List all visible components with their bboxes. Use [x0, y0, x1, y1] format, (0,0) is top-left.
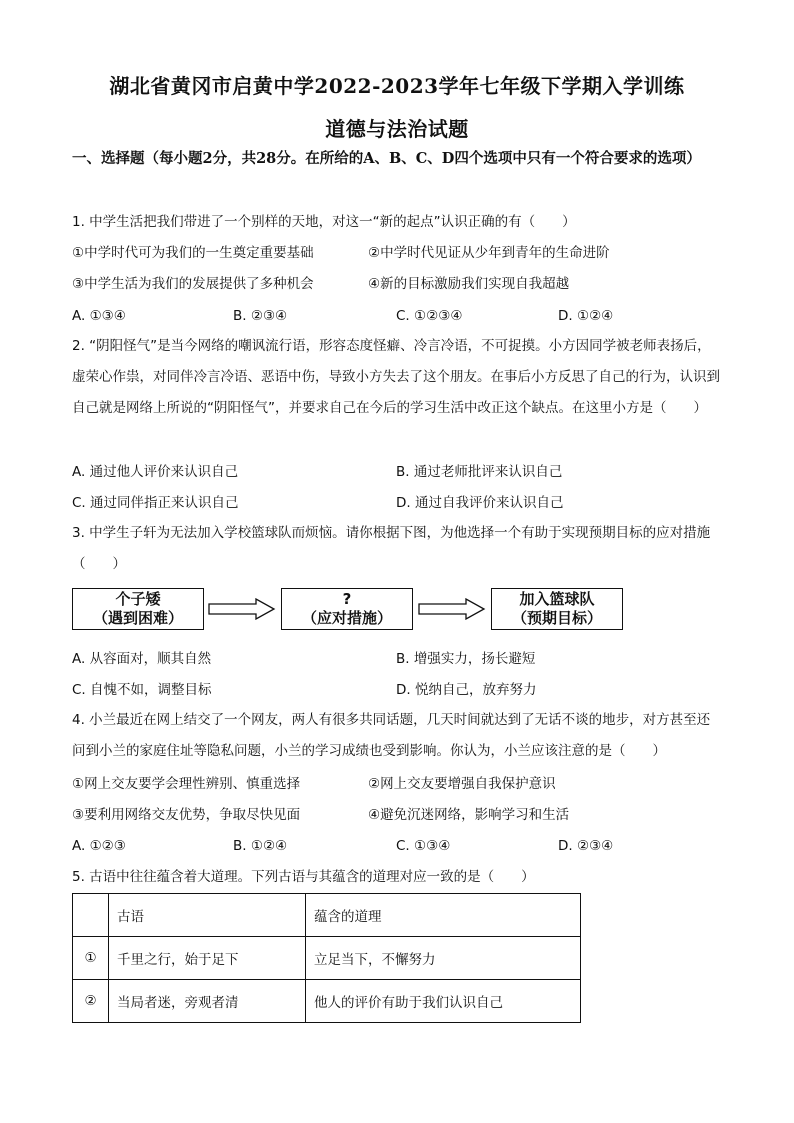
arrow-right-icon: [208, 598, 276, 620]
q3-diagram-box-difficulty: [72, 588, 204, 630]
q4-statement-3: ③要利用网络交友优势，争取尽快见面: [72, 807, 301, 823]
q4-option-c: C. ①③④: [396, 838, 451, 854]
q2-option-d: D. 通过自我评价来认识自己: [396, 495, 564, 511]
q3-option-d: D. 悦纳自己，放弃努力: [396, 682, 537, 698]
q1-option-c: C. ①②③④: [396, 308, 463, 324]
q3-box1-top: 个子矮: [115, 590, 161, 608]
q2-stem: 2. “阴阳怪气”是当今网络的嘲讽流行语，形容态度怪癖、冷言冷语，不可捉摸。小方因同学被老师表扬后，虚荣心作祟，对同伴冷言冷语、恶语中伤，导致小方失去了这个朋友。在事后小方反思了自己的行为，认识到自己就是网络上所说的“阴阳怪气”，并要求自己在今后的学习生活中改正这个缺点。在这里小方是（ ）: [72, 338, 720, 416]
q1-option-b: B. ②③④: [233, 308, 288, 324]
q4-option-d: D. ②③④: [558, 838, 614, 854]
q3-box2-top: ?: [342, 590, 352, 608]
table-cell: 他人的评价有助于我们认识自己: [306, 980, 581, 1023]
q1-statement-3: ③中学生活为我们的发展提供了多种机会: [72, 276, 314, 292]
q1-statement-1: ①中学时代可为我们的一生奠定重要基础: [72, 245, 314, 261]
q1-option-a: A. ①③④: [72, 308, 126, 324]
q1-statement-2: ②中学时代见证从少年到青年的生命进阶: [368, 245, 610, 261]
q1-option-d: D. ①②④: [558, 308, 614, 324]
q4-stem: 4. 小兰最近在网上结交了一个网友，两人有很多共同话题，几天时间就达到了无话不谈的地步，对方甚至还问到小兰的家庭住址等隐私问题，小兰的学习成绩也受到影响。你认为，小兰应该注意的是（ ）: [72, 712, 711, 759]
q4-option-a: A. ①②③: [72, 838, 126, 854]
q3-option-c: C. 自愧不如，调整目标: [72, 682, 212, 698]
table-cell: 当局者迷，旁观者清: [109, 980, 306, 1023]
table-header-row: [73, 894, 581, 937]
q3-diagram-box-measure: [281, 588, 413, 630]
q3-box3-top: 加入篮球队: [519, 590, 595, 608]
q4-option-b: B. ①②④: [233, 838, 288, 854]
exam-subject-title: 道德与法治试题: [325, 117, 469, 141]
q4-statement-1: ①网上交友要学会理性辨别、慎重选择: [72, 776, 301, 792]
q2-option-a: A. 通过他人评价来认识自己: [72, 464, 239, 480]
table-header-cell: 古语: [109, 894, 306, 937]
q3-box1-bottom: （遇到困难）: [92, 609, 183, 627]
q4-statement-2: ②网上交友要增强自我保护意识: [368, 776, 556, 792]
table-header-cell: 蕴含的道理: [306, 894, 581, 937]
table-cell: 千里之行，始于足下: [109, 937, 306, 980]
table-header-cell: [73, 894, 109, 937]
q3-diagram-box-goal: [491, 588, 623, 630]
table-row: [73, 980, 581, 1023]
q3-box2-bottom: （应对措施）: [301, 609, 392, 627]
q3-option-b: B. 增强实力，扬长避短: [396, 651, 536, 667]
q5-table: [72, 893, 581, 1023]
section-heading: 一、选择题（每小题2分，共28分。在所给的A、B、C、D四个选项中只有一个符合要求的选项）: [72, 150, 701, 167]
q5-stem: 5. 古语中往往蕴含着大道理。下列古语与其蕴含的道理对应一致的是（ ）: [72, 869, 535, 885]
exam-title: 湖北省黄冈市启黄中学2022-2023学年七年级下学期入学训练: [109, 74, 685, 98]
arrow-right-icon: [418, 598, 486, 620]
q4-statement-4: ④避免沉迷网络，影响学习和生活: [368, 807, 570, 823]
q3-option-a: A. 从容面对，顺其自然: [72, 651, 212, 667]
q2-option-c: C. 通过同伴指正来认识自己: [72, 495, 239, 511]
q2-option-b: B. 通过老师批评来认识自己: [396, 464, 563, 480]
q3-stem: 3. 中学生子轩为无法加入学校篮球队而烦恼。请你根据下图，为他选择一个有助于实现预期目标的应对措施（ ）: [72, 525, 711, 572]
table-cell: ②: [73, 980, 109, 1023]
q3-box3-bottom: （预期目标）: [511, 609, 602, 627]
table-cell: 立足当下，不懈努力: [306, 937, 581, 980]
q1-statement-4: ④新的目标激励我们实现自我超越: [368, 276, 570, 292]
table-row: [73, 937, 581, 980]
q1-stem: 1. 中学生活把我们带进了一个别样的天地，对这一“新的起点”认识正确的有（ ）: [72, 214, 576, 230]
table-cell: ①: [73, 937, 109, 980]
